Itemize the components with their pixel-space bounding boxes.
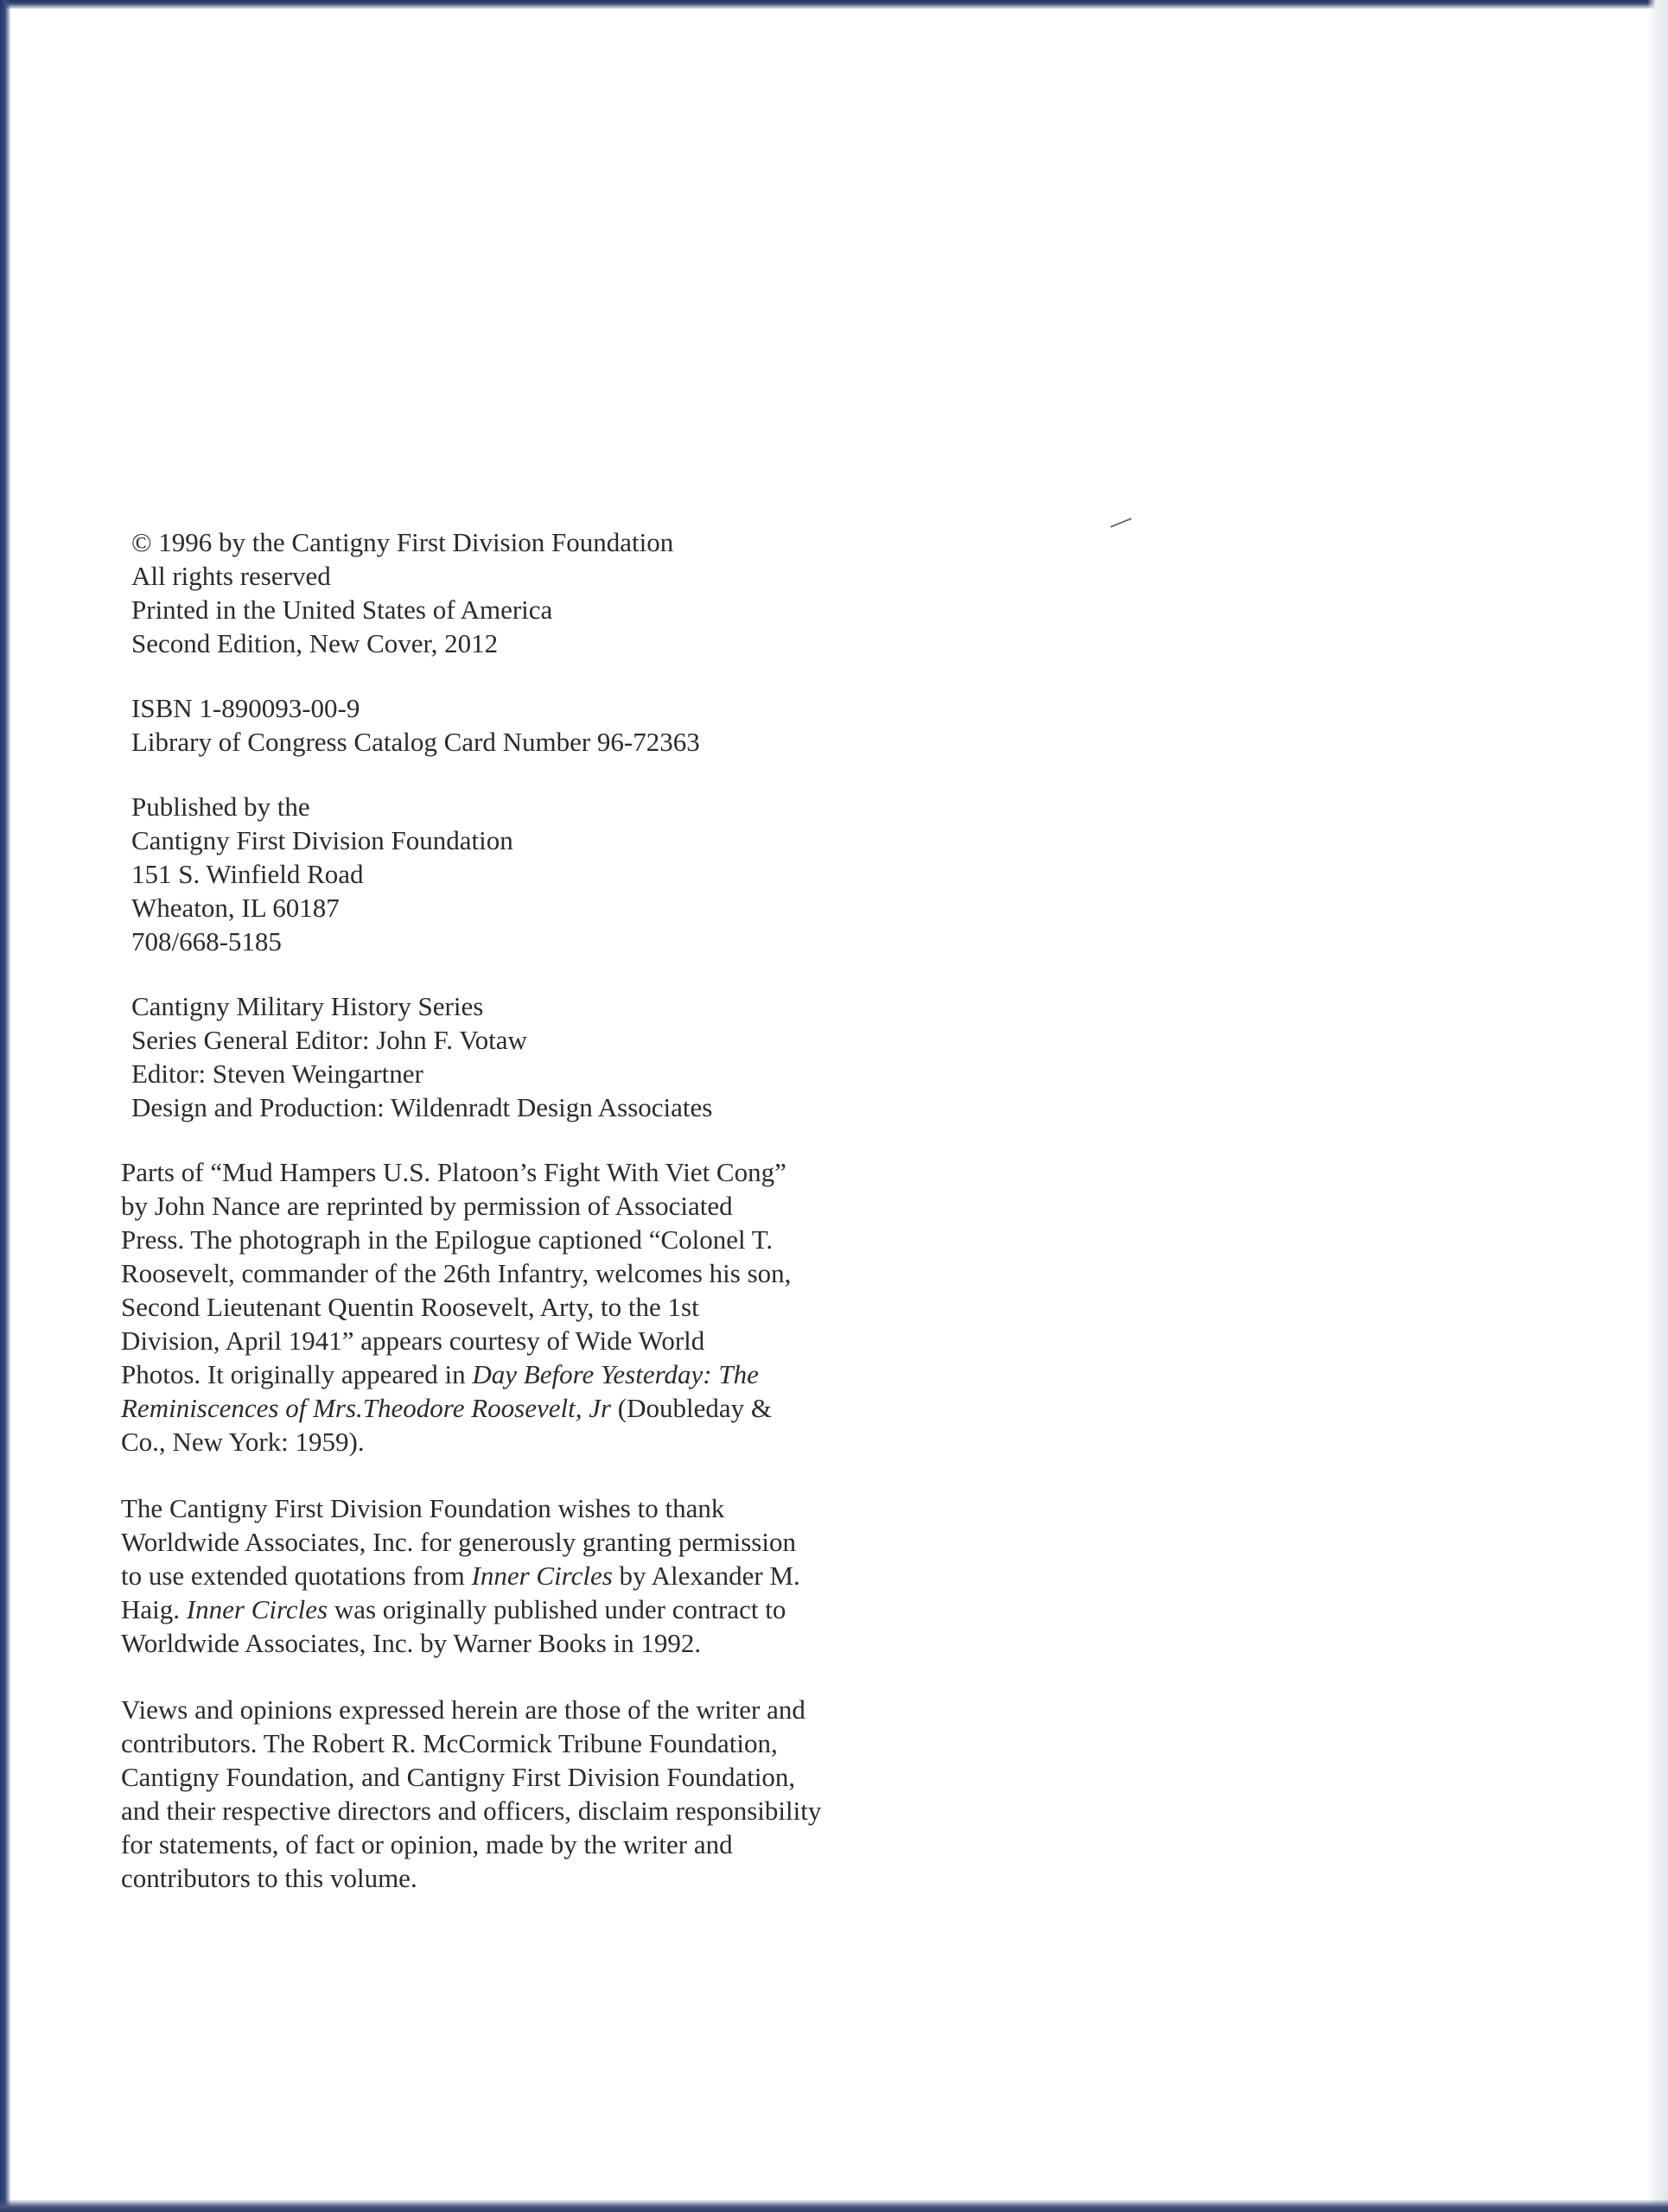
pencil-mark — [1111, 518, 1132, 528]
paragraph-line — [121, 1592, 899, 1626]
series-block — [121, 989, 899, 1124]
paragraph-line: Worldwide Associates, Inc. for generously granting permission — [121, 1527, 796, 1557]
copyright-block — [121, 525, 899, 660]
book-title: Reminiscences of Mrs.Theodore Roosevelt, Jr — [121, 1393, 612, 1423]
book-title: Day Before Yesterday: The — [472, 1359, 759, 1389]
publisher-line: Cantigny First Division Foundation — [131, 825, 513, 855]
rights-line: All rights reserved — [131, 561, 331, 591]
paragraph-line: by John Nance are reprinted by permission of Associated — [121, 1191, 733, 1221]
printed-line: Printed in the United States of America — [131, 594, 553, 625]
paragraph-text: by Alexander M. — [612, 1560, 800, 1591]
paragraph-text: was originally published under contract to — [328, 1594, 786, 1624]
paragraph-line: and their respective directors and officers, disclaim responsibility — [121, 1796, 822, 1826]
series-line: Cantigny Military History Series — [131, 991, 484, 1021]
scan-edge-right — [1647, 0, 1668, 2212]
paragraph-line: Roosevelt, commander of the 26th Infantry, welcomes his son, — [121, 1258, 792, 1288]
scan-edge-top — [0, 0, 1668, 9]
scan-edge-left — [0, 0, 10, 2212]
paragraph-line: The Cantigny First Division Foundation wishes to thank — [121, 1493, 725, 1523]
book-title: Inner Circles — [471, 1560, 613, 1591]
series-line: Series General Editor: John F. Votaw — [131, 1025, 527, 1055]
book-title: Inner Circles — [186, 1594, 328, 1624]
paragraph-line: Co., New York: 1959). — [121, 1427, 365, 1457]
permissions-haig-paragraph — [121, 1491, 899, 1660]
publisher-line: Published by the — [131, 791, 310, 822]
paragraph-text: Photos. It originally appeared in — [121, 1359, 473, 1389]
paragraph-line — [121, 1357, 899, 1391]
paragraph-line: contributors to this volume. — [121, 1863, 417, 1893]
publisher-phone: 708/668-5185 — [131, 926, 282, 957]
loc-line: Library of Congress Catalog Card Number 96-72363 — [131, 727, 700, 757]
paragraph-line: contributors. The Robert R. McCormick Tribune Foundation, — [121, 1728, 778, 1758]
series-line: Design and Production: Wildenradt Design Associates — [131, 1092, 713, 1122]
edition-line: Second Edition, New Cover, 2012 — [131, 628, 499, 658]
paragraph-line: Second Lieutenant Quentin Roosevelt, Arty, to the 1st — [121, 1292, 699, 1322]
disclaimer-paragraph — [121, 1693, 899, 1895]
paragraph-line: Press. The photograph in the Epilogue captioned “Colonel T. — [121, 1224, 774, 1255]
paragraph-line: for statements, of fact or opinion, made by the writer and — [121, 1829, 733, 1859]
permissions-ap-paragraph — [121, 1155, 899, 1459]
scan-edge-bottom — [0, 2200, 1668, 2212]
paragraph-line: Views and opinions expressed herein are those of the writer and — [121, 1694, 805, 1725]
paragraph-line: Cantigny Foundation, and Cantigny First Division Foundation, — [121, 1762, 796, 1792]
paragraph-line: Parts of “Mud Hampers U.S. Platoon’s Fight With Viet Cong” — [121, 1157, 786, 1187]
paragraph-line: Worldwide Associates, Inc. by Warner Books in 1992. — [121, 1628, 702, 1658]
paragraph-line — [121, 1391, 899, 1425]
paragraph-text: Haig. — [121, 1594, 187, 1624]
paragraph-line — [121, 1559, 899, 1592]
isbn-line: ISBN 1-890093-00-9 — [131, 693, 360, 723]
copyright-line: © 1996 by the Cantigny First Division Foundation — [131, 527, 674, 557]
paragraph-line: Division, April 1941” appears courtesy of Wide World — [121, 1325, 705, 1356]
paragraph-text: to use extended quotations from — [121, 1560, 472, 1591]
publisher-block — [121, 790, 899, 958]
publisher-address: 151 S. Winfield Road — [131, 859, 364, 889]
copyright-page — [121, 525, 899, 1928]
publisher-city: Wheaton, IL 60187 — [131, 893, 340, 923]
series-line: Editor: Steven Weingartner — [131, 1058, 423, 1089]
catalog-block — [121, 691, 899, 759]
paragraph-text: (Doubleday & — [611, 1393, 773, 1423]
